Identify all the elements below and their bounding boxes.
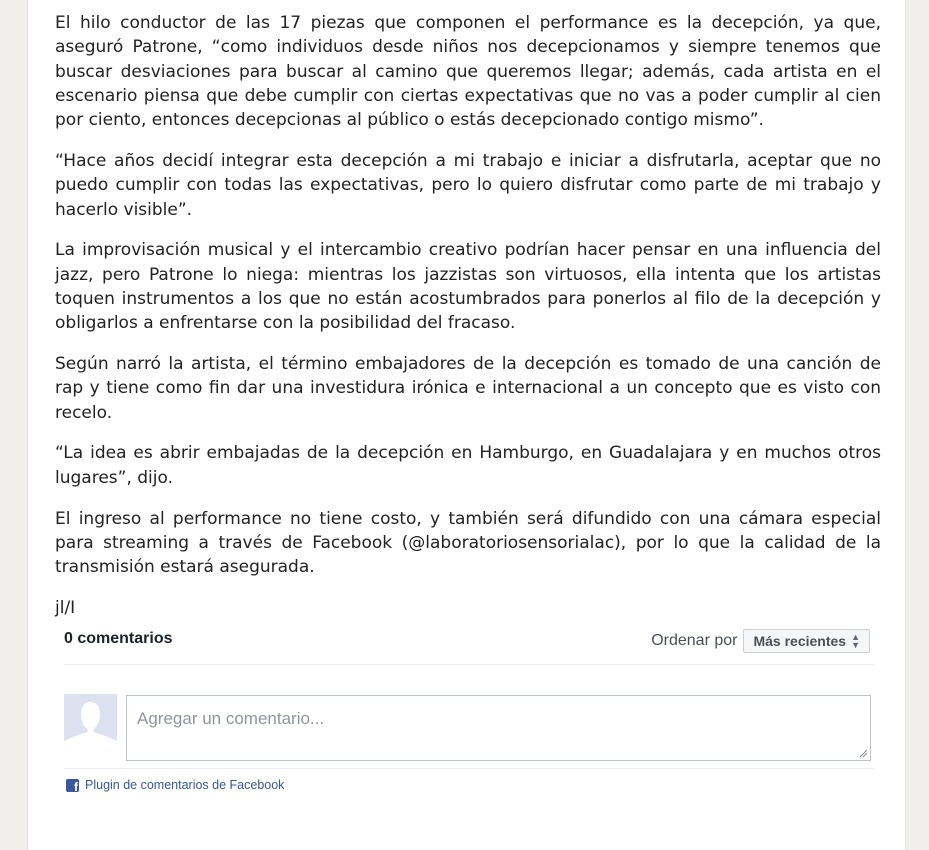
article-paragraph: “La idea es abrir embajadas de la decepción en Hamburgo, en Guadalajara y en muchos otros lugares”, dijo. [55,443,881,488]
updown-arrows-icon: ▲ ▼ [851,632,860,650]
article-paragraph: El ingreso al performance no tiene costo, y también será difundido con una cámara especial para streaming a través de Facebook (@laboratoriosensorialac), por lo que la calidad de la transmisión estará asegurada. [55,508,881,578]
sort-label: Ordenar por [651,632,738,649]
avatar [64,694,117,747]
comment-composer [64,665,874,768]
facebook-plugin-link[interactable]: Plugin de comentarios de Facebook [85,778,285,792]
comment-count: 0 comentarios [64,630,173,647]
facebook-comments-widget [64,622,874,803]
sort-selected-value: Más recientes [753,633,847,649]
sort-control [651,629,870,653]
article-paragraph: “Hace años decidí integrar esta decepción a mi trabajo e iniciar a disfrutarla, aceptar que no puedo cumplir con todas las expectativas, pero lo quiero disfrutar como parte de mi trabajo y hacerlo visible”. [55,150,881,220]
page-container [27,0,906,850]
article-paragraph: La improvisación musical y el intercambio creativo podrían hacer pensar en una influencia del jazz, pero Patrone lo niega: mientras los jazzistas son virtuosos, ella intenta que los artistas toquen instrumentos a los que no están acostumbrados para ponerlos al filo de la decepción y obligarlos a enfrentarse con la posibilidad del fracaso. [55,240,881,334]
comment-input[interactable] [126,695,871,761]
comments-header [64,622,874,665]
resize-grip-icon[interactable] [859,749,868,758]
user-silhouette-icon [64,694,117,747]
plugin-footer [64,768,874,803]
article-body [55,11,881,637]
author-signature: jl/I [55,597,76,618]
article-paragraph: El hilo conductor de las 17 piezas que componen el performance es la decepción, ya que, aseguró Patrone, “como individuos desde niños nos decepcionamos y siempre tenemos que buscar desviaciones para buscar al camino que queremos llegar; además, cada artista en el escenario piensa que debe cumplir con ciertas expectativas que no vas a poder cumplir al cien por ciento, entonces decepcionas al público o estás decepcionado contigo mismo”. [55,13,881,131]
comment-placeholder: Agregar un comentario... [137,709,325,728]
article-paragraph: Según narró la artista, el término embajadores de la decepción es tomado de una canción de rap y tiene como fin dar una investidura irónica e internacional a un concepto que es visto con recelo. [55,354,881,423]
sort-dropdown[interactable] [743,629,870,653]
facebook-logo-icon: f [66,779,79,792]
